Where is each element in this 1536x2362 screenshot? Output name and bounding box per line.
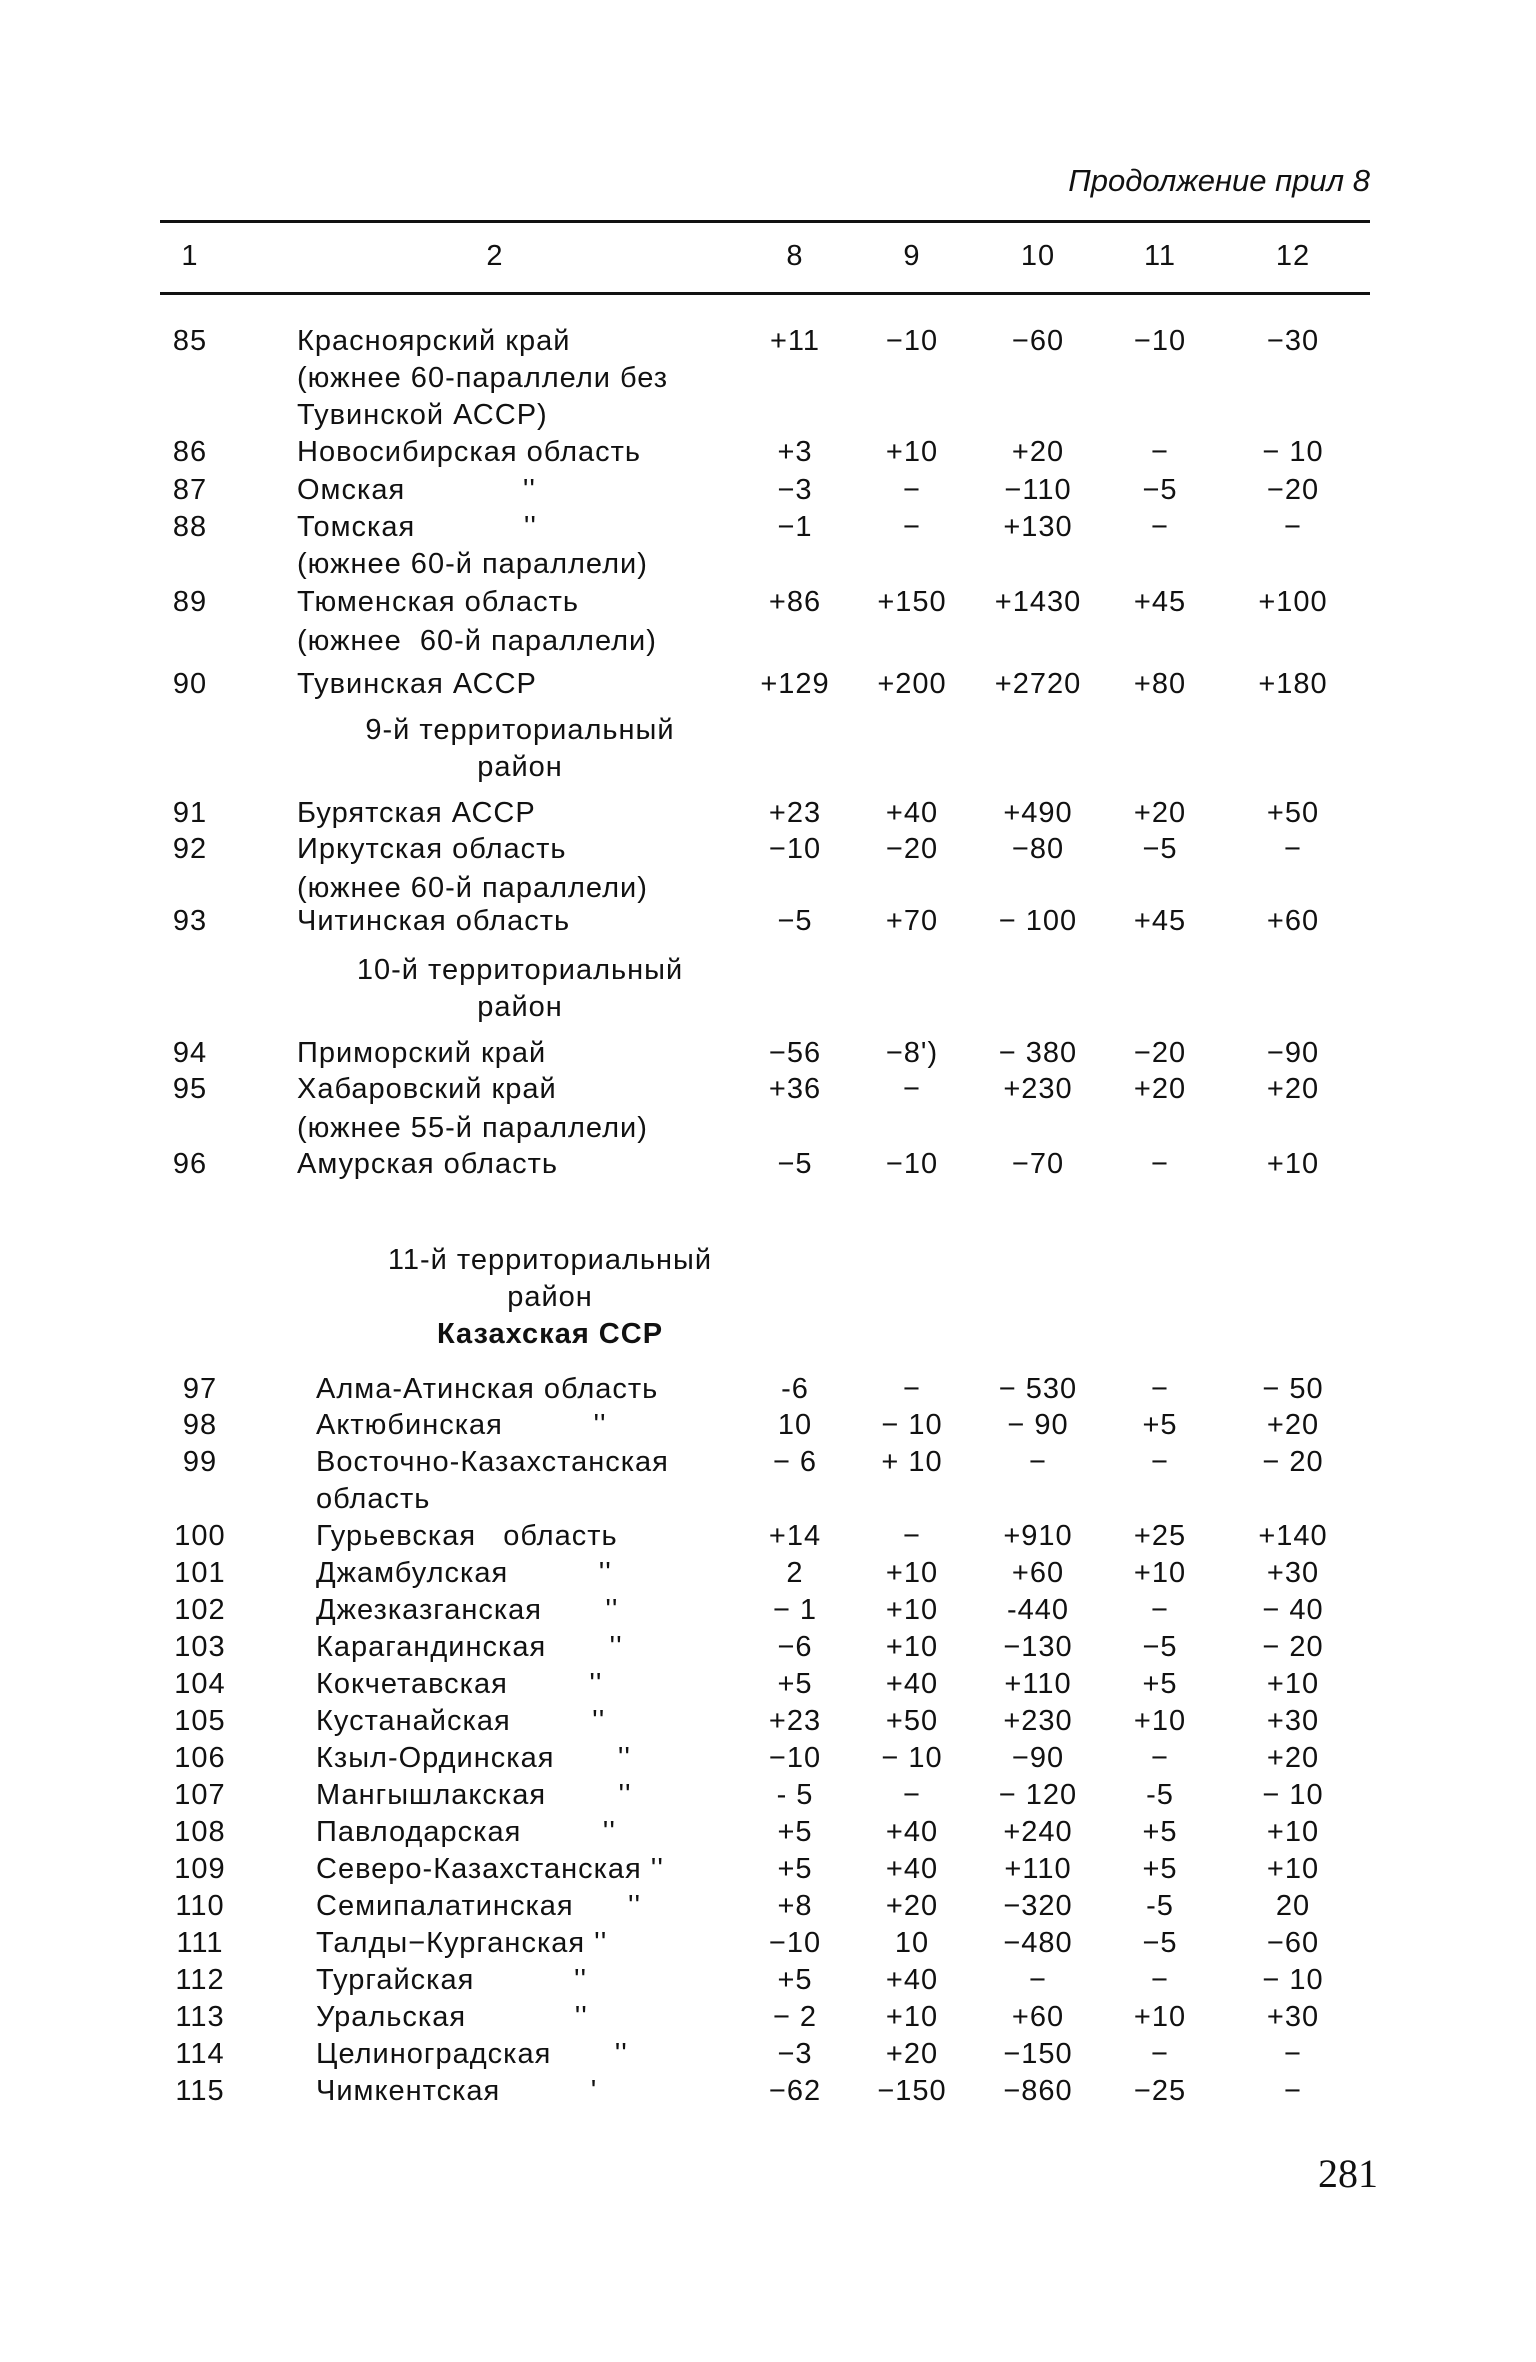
value-9: +10 [885, 436, 939, 468]
value-11: +5 [1142, 1853, 1178, 1885]
value-10: − 90 [1007, 1409, 1069, 1441]
value-9: +10 [885, 1594, 939, 1626]
row-number: 92 [172, 833, 208, 865]
header-col-2: 2 [486, 240, 504, 272]
header-col-8: 8 [786, 240, 804, 272]
value-8: +5 [777, 1816, 813, 1848]
row-number: 94 [172, 1037, 208, 1069]
section-11-line-1: 11-й территориальный [387, 1244, 713, 1276]
value-9: − [903, 474, 921, 506]
continuation-caption: Продолжение прил 8 [1068, 163, 1370, 198]
table-row [0, 1890, 1536, 1926]
value-11: +25 [1133, 1520, 1187, 1552]
value-10: −90 [1011, 1742, 1065, 1774]
region-name: Актюбинская '' [316, 1409, 607, 1441]
value-10: −130 [1003, 1631, 1073, 1663]
region-name: Павлодарская '' [316, 1816, 616, 1848]
region-name: (южнее 55-й параллели) [297, 1112, 648, 1144]
value-8: −10 [768, 1742, 822, 1774]
region-name: (южнее 60-й параллели) [297, 548, 648, 580]
table-row [0, 399, 1536, 435]
value-11: +5 [1142, 1816, 1178, 1848]
value-9: +150 [877, 586, 947, 618]
row-number: 91 [172, 797, 208, 829]
section-heading-9 [300, 712, 740, 786]
region-name: (южнее 60-й параллели) [297, 872, 648, 904]
row-number: 101 [174, 1557, 226, 1589]
value-9: +200 [877, 668, 947, 700]
value-10: −860 [1003, 2075, 1073, 2107]
value-9: + 10 [881, 1446, 943, 1478]
value-10: +490 [1003, 797, 1073, 829]
section-9-line-2: район [477, 751, 563, 783]
table-header [0, 240, 1536, 276]
value-10: −480 [1003, 1927, 1073, 1959]
region-name: Целиноградская '' [316, 2038, 628, 2070]
header-col-1: 1 [181, 240, 199, 272]
region-name: Кустанайская '' [316, 1705, 606, 1737]
row-number: 100 [174, 1520, 226, 1552]
region-name: область [316, 1483, 431, 1515]
table-row [0, 362, 1536, 398]
value-10: +60 [1011, 2001, 1065, 2033]
region-name: Хабаровский край [297, 1073, 557, 1105]
value-11: +5 [1142, 1668, 1178, 1700]
table-row [0, 1073, 1536, 1109]
value-12: +10 [1266, 1816, 1320, 1848]
row-number: 111 [176, 1927, 224, 1959]
value-11: −20 [1133, 1037, 1187, 1069]
table-row [0, 1705, 1536, 1741]
row-number: 87 [172, 474, 208, 506]
region-name: Красноярский край [297, 325, 571, 357]
region-name: Тувинская АССР [297, 668, 537, 700]
section-heading-10 [300, 952, 740, 1026]
value-11: -5 [1146, 1779, 1174, 1811]
header-top-rule [160, 220, 1370, 223]
value-12: − 40 [1262, 1594, 1324, 1626]
value-11: -5 [1146, 1890, 1174, 1922]
value-9: +10 [885, 1557, 939, 1589]
value-8: 10 [777, 1409, 813, 1441]
value-8: +8 [777, 1890, 813, 1922]
value-10: − [1029, 1446, 1047, 1478]
value-12: − [1284, 511, 1302, 543]
value-10: +240 [1003, 1816, 1073, 1848]
value-8: +14 [768, 1520, 822, 1552]
value-12: −20 [1266, 474, 1320, 506]
region-name: Талды−Курганская '' [316, 1927, 608, 1959]
value-11: − [1151, 436, 1169, 468]
value-9: − 10 [881, 1409, 943, 1441]
table-row [0, 1557, 1536, 1593]
table-row [0, 1779, 1536, 1815]
value-9: +50 [885, 1705, 939, 1737]
row-number: 88 [172, 511, 208, 543]
value-10: −70 [1011, 1148, 1065, 1180]
value-11: −5 [1142, 474, 1178, 506]
row-number: 96 [172, 1148, 208, 1180]
region-name: Алма-Атинская область [316, 1373, 659, 1405]
value-10: −80 [1011, 833, 1065, 865]
region-name: Северо-Казахстанская '' [316, 1853, 664, 1885]
table-row [0, 1631, 1536, 1667]
value-12: −60 [1266, 1927, 1320, 1959]
table-row [0, 833, 1536, 869]
value-8: - 5 [776, 1779, 814, 1811]
value-12: +30 [1266, 1705, 1320, 1737]
value-12: −30 [1266, 325, 1320, 357]
region-name: Тургайская '' [316, 1964, 588, 1996]
value-9: − [903, 1779, 921, 1811]
table-row [0, 872, 1536, 908]
region-name: (южнее 60-параллели без [297, 362, 669, 394]
table-row [0, 1668, 1536, 1704]
value-12: +10 [1266, 1668, 1320, 1700]
table-row [0, 1742, 1536, 1778]
table-row [0, 1964, 1536, 2000]
value-12: +10 [1266, 1853, 1320, 1885]
value-9: +40 [885, 797, 939, 829]
table-row [0, 1816, 1536, 1852]
region-name: Иркутская область [297, 833, 567, 865]
table-row [0, 474, 1536, 510]
row-number: 86 [172, 436, 208, 468]
region-name: Приморский край [297, 1037, 547, 1069]
section-heading-11 [330, 1242, 770, 1353]
value-8: 2 [786, 1557, 804, 1589]
value-8: +36 [768, 1073, 822, 1105]
value-8: +23 [768, 1705, 822, 1737]
section-9-line-1: 9-й территориальный [365, 714, 675, 746]
row-number: 99 [182, 1446, 218, 1478]
value-11: +10 [1133, 1557, 1187, 1589]
value-8: +11 [769, 325, 821, 357]
value-10: -440 [1006, 1594, 1070, 1626]
value-11: +5 [1142, 1409, 1178, 1441]
value-11: −10 [1133, 325, 1187, 357]
value-9: +20 [885, 1890, 939, 1922]
row-number: 110 [175, 1890, 225, 1922]
value-8: +5 [777, 1853, 813, 1885]
value-11: − [1151, 2038, 1169, 2070]
row-number: 90 [172, 668, 208, 700]
value-10: − 120 [998, 1779, 1078, 1811]
region-name: Кзыл-Ординская '' [316, 1742, 631, 1774]
table-row [0, 548, 1536, 584]
region-name: Тувинской АССР) [297, 399, 548, 431]
table-row [0, 1927, 1536, 1963]
region-name: (южнее 60-й параллели) [297, 625, 657, 657]
section-11-line-2: район [507, 1281, 593, 1313]
value-12: +20 [1266, 1409, 1320, 1441]
row-number: 85 [172, 325, 208, 357]
value-9: +10 [885, 1631, 939, 1663]
row-number: 89 [172, 586, 208, 618]
table-row [0, 1409, 1536, 1445]
value-10: +130 [1003, 511, 1073, 543]
value-9: −150 [877, 2075, 947, 2107]
value-8: −5 [777, 905, 813, 937]
row-number: 107 [174, 1779, 226, 1811]
header-col-11: 11 [1143, 240, 1177, 272]
value-12: +180 [1258, 668, 1328, 700]
value-9: +70 [885, 905, 939, 937]
value-9: +40 [885, 1816, 939, 1848]
value-9: − [903, 511, 921, 543]
row-number: 114 [175, 2038, 225, 2070]
header-col-10: 10 [1020, 240, 1056, 272]
table-row [0, 625, 1536, 661]
table-row [0, 511, 1536, 547]
row-number: 93 [172, 905, 208, 937]
value-11: − [1151, 1742, 1169, 1774]
value-12: − [1284, 2075, 1302, 2107]
table-row [0, 2038, 1536, 2074]
value-12: − 20 [1262, 1446, 1324, 1478]
row-number: 103 [174, 1631, 226, 1663]
value-10: −320 [1003, 1890, 1073, 1922]
value-11: − [1151, 1148, 1169, 1180]
value-9: − 10 [881, 1742, 943, 1774]
table-row [0, 1373, 1536, 1409]
table-row [0, 1112, 1536, 1148]
value-9: −8') [885, 1037, 939, 1069]
value-8: −56 [768, 1037, 822, 1069]
region-name: Амурская область [297, 1148, 558, 1180]
value-11: +45 [1133, 905, 1187, 937]
value-11: − [1151, 1964, 1169, 1996]
row-number: 115 [175, 2075, 225, 2107]
region-name: Кокчетавская '' [316, 1668, 603, 1700]
region-name: Джамбулская '' [316, 1557, 612, 1589]
table-row [0, 2075, 1536, 2111]
row-number: 98 [182, 1409, 218, 1441]
row-number: 106 [174, 1742, 226, 1774]
table-row [0, 1520, 1536, 1556]
value-9: +40 [885, 1964, 939, 1996]
region-name: Новосибирская область [297, 436, 642, 468]
value-8: −10 [768, 1927, 822, 1959]
region-name: Восточно-Казахстанская [316, 1446, 669, 1478]
value-8: +5 [777, 1964, 813, 1996]
table-row [0, 1037, 1536, 1073]
value-9: +40 [885, 1668, 939, 1700]
region-name: Мангышлакская '' [316, 1779, 632, 1811]
value-8: +129 [760, 668, 830, 700]
value-8: − 1 [772, 1594, 818, 1626]
value-12: − [1284, 2038, 1302, 2070]
value-8: −3 [777, 474, 813, 506]
value-11: −25 [1133, 2075, 1187, 2107]
value-12: − [1284, 833, 1302, 865]
value-12: − 10 [1262, 1964, 1324, 1996]
value-9: +20 [885, 2038, 939, 2070]
region-name: Бурятская АССР [297, 797, 536, 829]
row-number: 105 [174, 1705, 226, 1737]
value-11: +10 [1133, 1705, 1187, 1737]
value-9: −10 [885, 1148, 939, 1180]
value-8: −6 [777, 1631, 813, 1663]
region-name: Уральская '' [316, 2001, 588, 2033]
region-name: Семипалатинская '' [316, 1890, 642, 1922]
row-number: 113 [175, 2001, 225, 2033]
table-row [0, 1446, 1536, 1482]
value-10: +20 [1011, 436, 1065, 468]
value-10: +230 [1003, 1073, 1073, 1105]
table-row [0, 1594, 1536, 1630]
value-11: +20 [1133, 797, 1187, 829]
value-8: −10 [768, 833, 822, 865]
value-12: +60 [1266, 905, 1320, 937]
region-name: Гурьевская область [316, 1520, 618, 1552]
value-9: − [903, 1073, 921, 1105]
table-row [0, 2001, 1536, 2037]
value-11: − [1151, 1373, 1169, 1405]
value-12: +20 [1266, 1073, 1320, 1105]
row-number: 102 [174, 1594, 226, 1626]
value-9: 10 [894, 1927, 930, 1959]
region-name: Читинская область [297, 905, 571, 937]
value-8: +86 [768, 586, 822, 618]
row-number: 97 [182, 1373, 218, 1405]
row-number: 109 [174, 1853, 226, 1885]
value-10: −150 [1003, 2038, 1073, 2070]
row-number: 108 [174, 1816, 226, 1848]
value-11: +10 [1133, 2001, 1187, 2033]
value-9: −20 [885, 833, 939, 865]
value-9: − [903, 1373, 921, 1405]
table-row [0, 436, 1536, 472]
value-11: +80 [1133, 668, 1187, 700]
table-row [0, 668, 1536, 704]
table-row [0, 1483, 1536, 1519]
header-col-9: 9 [903, 240, 921, 272]
value-10: −110 [1004, 474, 1072, 506]
value-11: −5 [1142, 833, 1178, 865]
section-11-line-3: Казахская ССР [436, 1318, 664, 1350]
region-name: Джезказганская '' [316, 1594, 619, 1626]
value-9: − [903, 1520, 921, 1552]
value-10: +110 [1004, 1853, 1072, 1885]
value-8: +3 [777, 436, 813, 468]
table-row [0, 1853, 1536, 1889]
value-10: +2720 [994, 668, 1082, 700]
table-row [0, 586, 1536, 622]
value-8: −62 [768, 2075, 822, 2107]
region-name: Омская '' [297, 474, 536, 506]
value-12: − 50 [1262, 1373, 1324, 1405]
region-name: Чимкентская ' [316, 2075, 598, 2107]
value-10: − 530 [998, 1373, 1078, 1405]
section-10-line-1: 10-й территориальный [356, 954, 684, 986]
value-12: 20 [1275, 1890, 1311, 1922]
value-11: − [1151, 511, 1169, 543]
value-10: +110 [1004, 1668, 1072, 1700]
value-12: +100 [1258, 586, 1328, 618]
value-12: − 10 [1262, 436, 1324, 468]
value-11: −5 [1142, 1927, 1178, 1959]
value-12: −90 [1266, 1037, 1320, 1069]
value-10: −60 [1011, 325, 1065, 357]
value-10: − [1029, 1964, 1047, 1996]
value-11: − [1151, 1446, 1169, 1478]
value-9: −10 [885, 325, 939, 357]
header-col-12: 12 [1275, 240, 1311, 272]
table-row [0, 325, 1536, 361]
region-name: Томская '' [297, 511, 537, 543]
value-10: +1430 [994, 586, 1082, 618]
value-12: +140 [1258, 1520, 1328, 1552]
value-12: +30 [1266, 1557, 1320, 1589]
value-8: -6 [781, 1373, 809, 1405]
page-number: 281 [1318, 2151, 1378, 2196]
value-11: +45 [1133, 586, 1187, 618]
value-12: +50 [1266, 797, 1320, 829]
value-12: +30 [1266, 2001, 1320, 2033]
row-number: 112 [175, 1964, 225, 1996]
section-10-line-2: район [477, 991, 563, 1023]
value-9: +40 [885, 1853, 939, 1885]
row-number: 95 [172, 1073, 208, 1105]
header-bottom-rule [160, 292, 1370, 295]
value-8: +5 [777, 1668, 813, 1700]
value-12: +10 [1266, 1148, 1320, 1180]
value-8: −1 [777, 511, 813, 543]
value-9: +10 [885, 2001, 939, 2033]
value-12: +20 [1266, 1742, 1320, 1774]
value-10: +230 [1003, 1705, 1073, 1737]
value-10: − 100 [998, 905, 1078, 937]
value-8: +23 [768, 797, 822, 829]
table-row [0, 797, 1536, 833]
region-name: Тюменская область [297, 586, 580, 618]
region-name: Карагандинская '' [316, 1631, 623, 1663]
table-row [0, 905, 1536, 941]
value-8: −5 [777, 1148, 813, 1180]
value-11: −5 [1142, 1631, 1178, 1663]
value-12: − 20 [1262, 1631, 1324, 1663]
value-11: +20 [1133, 1073, 1187, 1105]
value-10: − 380 [998, 1037, 1078, 1069]
value-8: −3 [777, 2038, 813, 2070]
value-11: − [1151, 1594, 1169, 1626]
value-12: − 10 [1262, 1779, 1324, 1811]
value-10: +60 [1011, 1557, 1065, 1589]
value-10: +910 [1003, 1520, 1073, 1552]
value-8: − 2 [772, 2001, 818, 2033]
table-row [0, 1148, 1536, 1184]
row-number: 104 [174, 1668, 226, 1700]
value-8: − 6 [772, 1446, 818, 1478]
